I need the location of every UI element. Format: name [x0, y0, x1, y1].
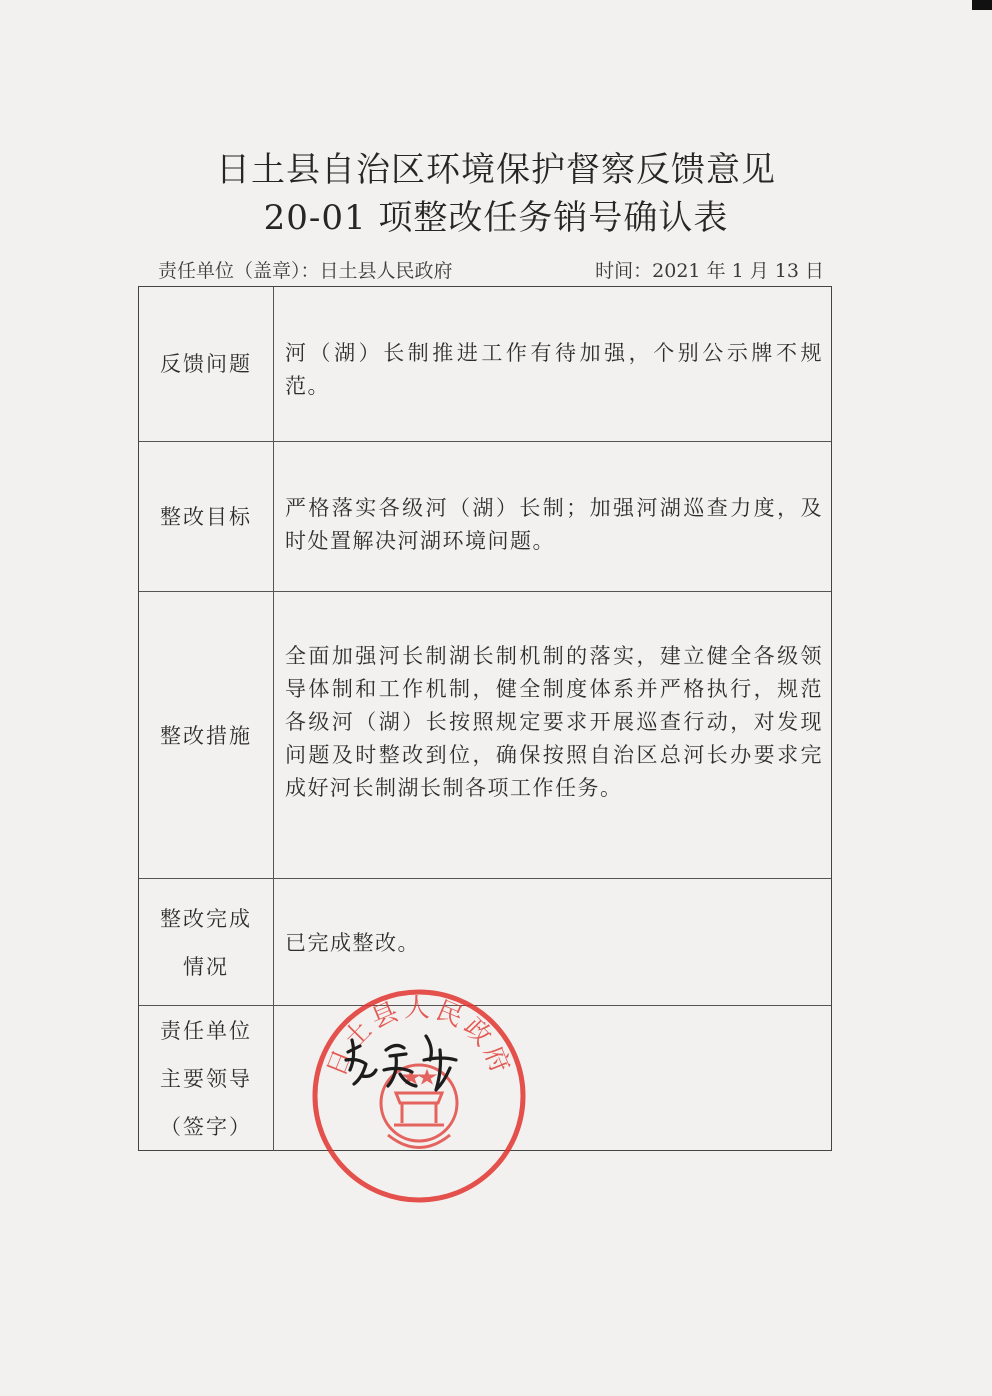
- content-rectification-goal: 严格落实各级河（湖）长制；加强河湖巡查力度，及时处置解决河湖环境问题。: [285, 496, 823, 553]
- label-feedback-issue: 反馈问题: [160, 352, 252, 376]
- column-divider: [273, 879, 274, 1006]
- label-rectification-goal: 整改目标: [160, 505, 252, 529]
- label-signature-line-2: 主要领导: [160, 1066, 252, 1091]
- content-completion-status: 已完成整改。: [285, 931, 420, 955]
- seal-text: 日土县人民政府: [321, 993, 517, 1081]
- label-completion-line-2: 情况: [183, 954, 229, 979]
- document-date: 时间：2021 年 1 月 13 日: [595, 260, 824, 282]
- content-rectification-measures: 全面加强河长制湖长制机制的落实，建立健全各级领导体制和工作机制，健全制度体系并严格执行，规范各级河（湖）长按照规定要求开展巡查行动，对发现问题及时整改到位，确保按照自治区总河长办要求完成好河长制湖长制各项工作任务。: [285, 644, 823, 800]
- label-completion-status: [139, 879, 273, 1006]
- row-rectification-measures: [139, 591, 831, 879]
- label-signature-line-1: 责任单位: [160, 1018, 252, 1043]
- title-line-1: 日土县自治区环境保护督察反馈意见: [216, 150, 776, 190]
- document-title: [0, 146, 992, 242]
- responsible-unit: 责任单位（盖章）：日土县人民政府: [158, 260, 453, 282]
- label-signature-line-3: （签字）: [160, 1114, 252, 1139]
- label-rectification-measures: 整改措施: [160, 723, 252, 748]
- handwritten-signature: [338, 1030, 468, 1100]
- title-line-2: 20-01 项整改任务销号确认表: [263, 198, 729, 238]
- column-divider: [273, 592, 274, 879]
- column-divider: [273, 287, 274, 441]
- row-feedback-issue: [139, 287, 831, 441]
- content-feedback-issue: 河（湖）长制推进工作有待加强，个别公示牌不规范。: [285, 341, 823, 398]
- scan-corner-mark: [972, 0, 992, 10]
- column-divider: [273, 442, 274, 592]
- column-divider: [273, 1006, 274, 1151]
- label-completion-line-1: 整改完成: [160, 906, 252, 931]
- row-rectification-goal: [139, 441, 831, 592]
- label-leader-signature: [139, 1006, 273, 1151]
